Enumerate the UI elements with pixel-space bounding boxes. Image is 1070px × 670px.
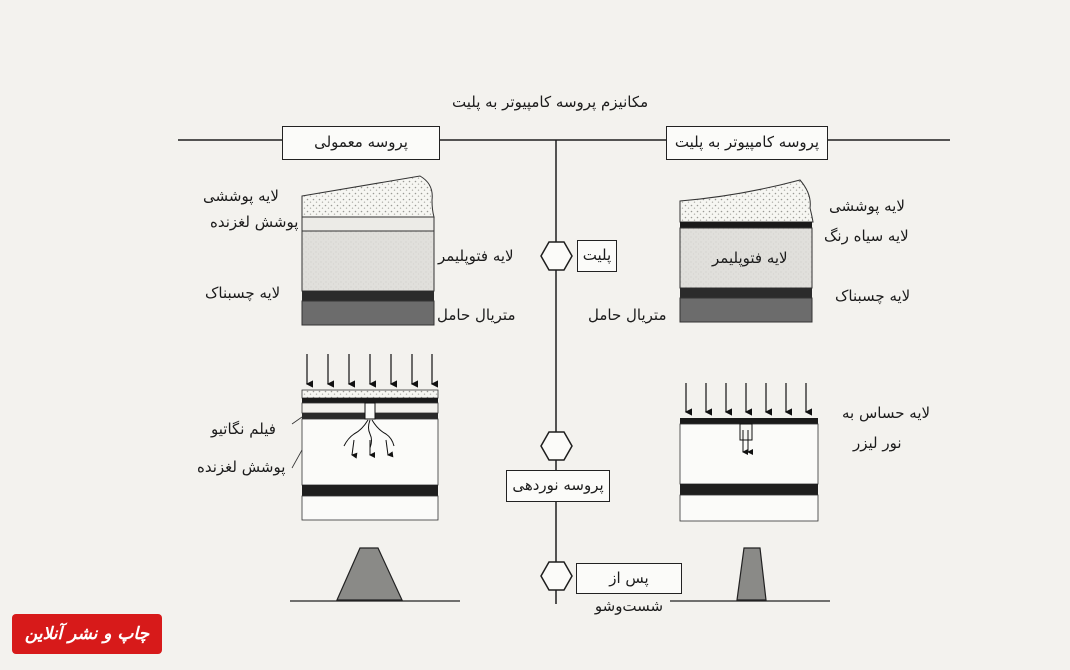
step-exposure: پروسه نوردهی: [506, 470, 610, 502]
ctp-carrier: [680, 298, 812, 322]
ctp-laser-arrows: [686, 383, 806, 412]
step-plate: پلیت: [577, 240, 617, 272]
ctp-exposure: [680, 383, 818, 521]
label-black-layer-right: لایه سیاه رنگ: [824, 227, 909, 245]
conventional-dot-profile: [337, 548, 402, 600]
header-conventional: پروسه معمولی: [282, 126, 440, 160]
conventional-uv-arrows: [307, 354, 432, 384]
ctp-cover-layer: [680, 180, 813, 222]
label-adhesive-left: لایه چسبناک: [205, 284, 281, 302]
exposure-hexagon-icon: [541, 432, 572, 460]
label-adhesive-right: لایه چسبناک: [835, 287, 911, 305]
conventional-cover-layer: [302, 176, 434, 217]
conventional-carrier: [302, 301, 434, 325]
label-photopolymer-right: لایه فتوپلیمر: [712, 249, 788, 267]
label-photopolymer-left: لایه فتوپلیمر: [438, 247, 514, 265]
ctp-dot-profile: [737, 548, 766, 600]
label-laser-sensitive-2: نور لیزر: [853, 434, 902, 452]
conventional-plate: [302, 176, 434, 325]
label-slip-coating-left: پوشش لغزنده: [210, 213, 299, 231]
label-cover-layer-left: لایه پوششی: [203, 187, 279, 205]
ctp-black-layer: [680, 222, 812, 228]
label-slip-coating-left-2: پوشش لغزنده: [197, 458, 286, 476]
label-carrier-left: متریال حامل: [437, 306, 516, 324]
label-negative-film: فیلم نگاتیو: [211, 420, 276, 438]
diagram-title: مکانیزم پروسه کامپیوتر به پلیت: [452, 93, 649, 111]
conventional-photopolymer-layer: [302, 231, 434, 291]
ctp-adhesive-layer: [680, 288, 812, 298]
header-ctp: پروسه کامپیوتر به پلیت: [666, 126, 828, 160]
label-cover-layer-right: لایه پوششی: [829, 197, 905, 215]
wash-hexagon-icon: [541, 562, 572, 590]
conventional-exposure: [302, 354, 438, 520]
label-carrier-right: متریال حامل: [588, 306, 667, 324]
step-after-wash: پس از شست‌وشو: [576, 563, 682, 594]
plate-hexagon-icon: [541, 242, 572, 270]
conventional-adhesive-layer: [302, 291, 434, 301]
conventional-slip-coating: [302, 217, 434, 231]
label-laser-sensitive-1: لایه حساس به: [842, 404, 931, 422]
watermark-logo: چاپ و نشر آنلاین: [12, 614, 162, 654]
